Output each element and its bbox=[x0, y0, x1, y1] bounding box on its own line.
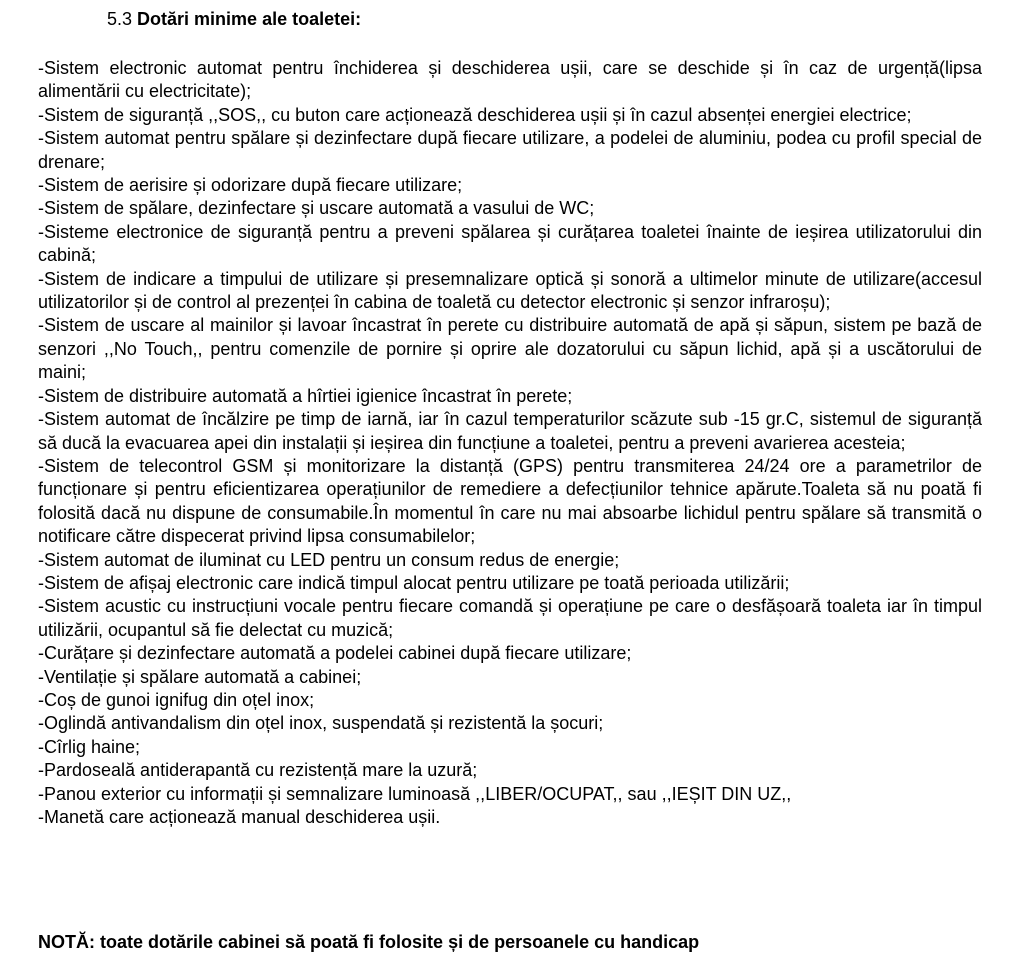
list-item: -Oglindă antivandalism din oțel inox, suspendată și rezistentă la șocuri; bbox=[38, 713, 604, 734]
accessibility-note: NOTĂ: toate dotările cabinei să poată fi folosite și de persoanele cu handicap bbox=[38, 932, 700, 952]
list-item: -Manetă care acționează manual deschiderea ușii. bbox=[38, 807, 441, 827]
list-item: -Coș de gunoi ignifug din oțel inox; bbox=[38, 689, 315, 710]
list-item: -Sisteme electronice de siguranță pentru a preveni spălarea și curățarea toaletei înainte de ieșirea utilizatorului din cabină; bbox=[38, 221, 982, 266]
section-title: Dotări minime ale toaletei: bbox=[137, 9, 362, 29]
list-item: -Cîrlig haine; bbox=[38, 736, 141, 757]
list-item: -Sistem de spălare, dezinfectare și uscare automată a vasului de WC; bbox=[38, 198, 595, 219]
list-item: -Sistem de distribuire automată a hîrtiei igienice încastrat în perete; bbox=[38, 385, 573, 406]
equipment-list bbox=[38, 57, 982, 829]
list-item: -Sistem de uscare al mainilor și lavoar încastrat în perete cu distribuire automată de apă și săpun, sistem pe bază de senzori ,,No Touch,, pentru comenzile de pornire și oprire ale dozatorului cu săpun lichid, apă și a uscătorului de maini; bbox=[38, 315, 982, 383]
list-item: -Sistem de telecontrol GSM și monitorizare la distanță (GPS) pentru transmiterea 24/24 ore a parametrilor de funcționare și pentru eficientizarea operațiunilor de remediere a defecțiunilor tehnice apărute.Toaleta să nu poată fi folosită dacă nu dispune de consumabile.În momentul în care nu mai absoarbe lichidul pentru spălare să transmită o notificare către dispecerat privind lipsa consumabilelor; bbox=[38, 455, 982, 547]
list-item: -Pardoseală antiderapantă cu rezistență mare la uzură; bbox=[38, 760, 478, 781]
section-heading bbox=[107, 8, 361, 30]
list-item: -Panou exterior cu informații și semnalizare luminoasă ,,LIBER/OCUPAT,, sau ,,IEȘIT DIN UZ,, bbox=[38, 783, 792, 804]
list-item: -Sistem electronic automat pentru închiderea și deschiderea ușii, care se deschide și în caz de urgență(lipsa alimentării cu electricitate); bbox=[38, 58, 982, 102]
list-item: -Sistem automat de iluminat cu LED pentru un consum redus de energie; bbox=[38, 549, 620, 570]
list-item: -Curățare și dezinfectare automată a podelei cabinei după fiecare utilizare; bbox=[38, 643, 632, 664]
list-item: -Sistem automat de încălzire pe timp de iarnă, iar în cazul temperaturilor scăzute sub -15 gr.C, sistemul de siguranță să ducă la evacuarea apei din instalații și ieșirea din funcțiune a toaletei, pentru a preveni avarierea acesteia; bbox=[38, 409, 982, 453]
list-item: -Sistem automat pentru spălare și dezinfectare după fiecare utilizare, a podelei de aluminiu, podea cu profil special de drenare; bbox=[38, 128, 982, 172]
list-item: -Sistem de afișaj electronic care indică timpul alocat pentru utilizare pe toată perioada utilizării; bbox=[38, 572, 790, 593]
list-item: -Sistem de siguranță ,,SOS,, cu buton care acționează deschiderea ușii și în cazul absenței energiei electrice; bbox=[38, 104, 912, 125]
section-number: 5.3 bbox=[107, 9, 133, 29]
list-item: -Sistem de aerisire și odorizare după fiecare utilizare; bbox=[38, 175, 463, 196]
list-item: -Sistem de indicare a timpului de utilizare și presemnalizare optică și sonoră a ultimelor minute de utilizare(accesul utilizatorilor și de control al prezenței în cabina de toaletă cu detector electronic și senzor infraroșu); bbox=[38, 268, 982, 313]
list-item: -Sistem acustic cu instrucțiuni vocale pentru fiecare comandă și operațiune pe care o desfășoară toaleta iar în timpul utilizării, ocupantul să fie delectat cu muzică; bbox=[38, 596, 982, 640]
list-item: -Ventilație și spălare automată a cabinei; bbox=[38, 666, 362, 687]
